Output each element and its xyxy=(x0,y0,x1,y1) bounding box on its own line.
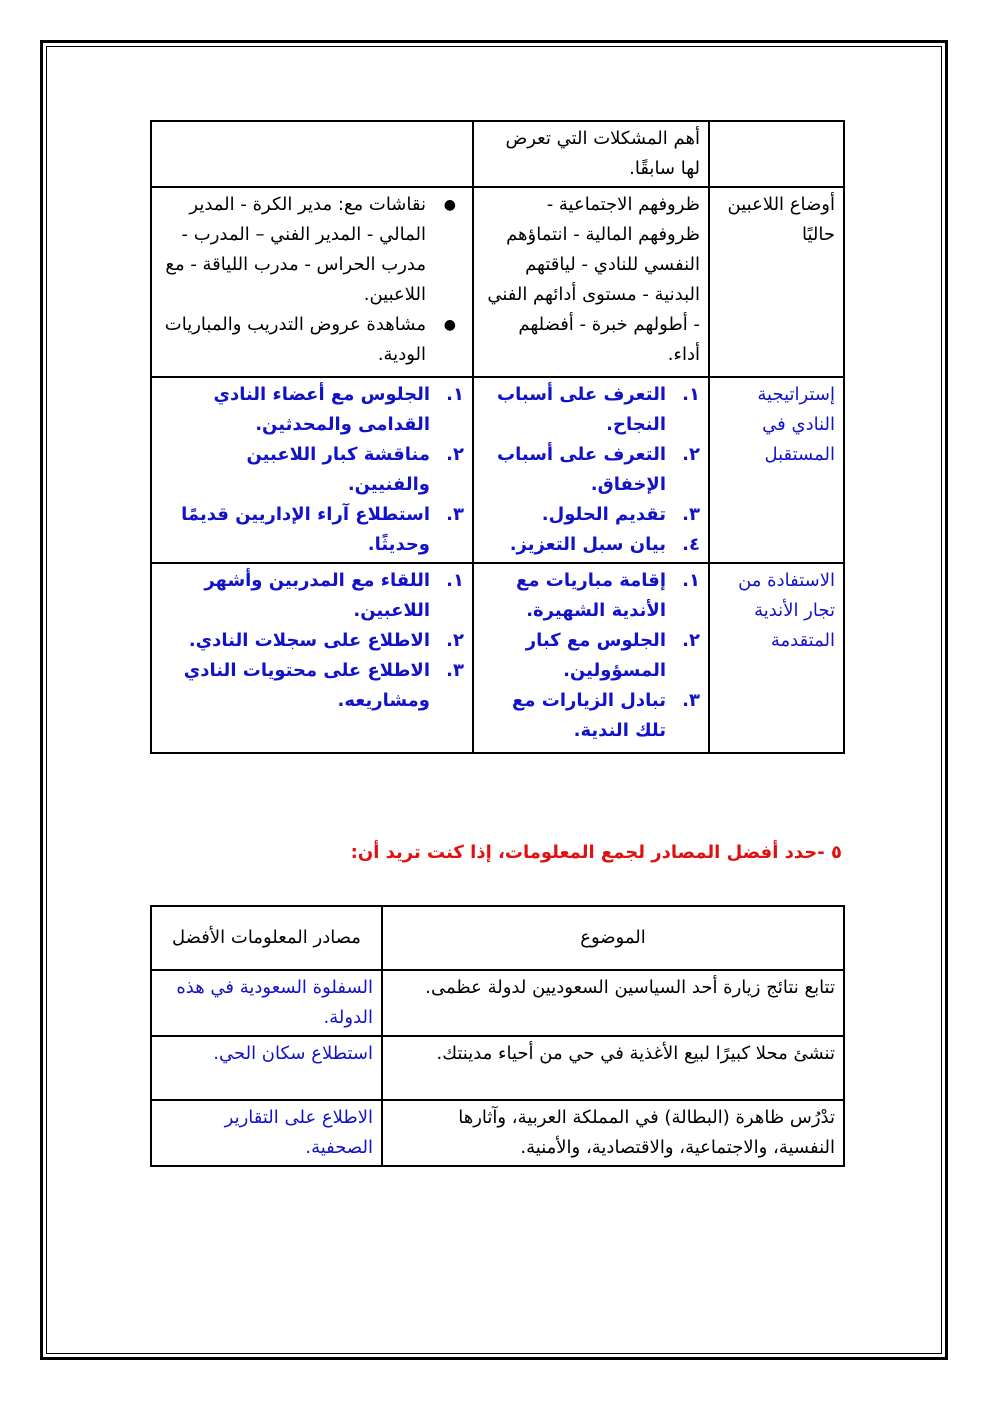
row-label: الاستفادة من تجار الأندية المتقدمة xyxy=(709,563,844,753)
topic-cell: تنشئ محلا كبيرًا لبيع الأغذية في حي من أحياء مدينتك. xyxy=(382,1036,844,1100)
sources-table xyxy=(150,905,845,1167)
list-item: ٢. مناقشة كبار اللاعبين والفنيين. xyxy=(246,444,464,495)
list-item: ● نقاشات مع: مدير الكرة - المدير المالي - المدير الفني – المدرب - مدرب الحراس - مدرب اللياقة - مع اللاعبين. xyxy=(160,190,464,310)
header-cell-sources xyxy=(151,121,473,187)
row-sources xyxy=(151,563,473,753)
table-row xyxy=(151,1100,844,1166)
bullet-icon: ● xyxy=(443,317,456,333)
list-item: ٢. التعرف على أسباب الإخفاق. xyxy=(497,444,700,495)
question-5-heading: ٥ -حدد أفضل المصادر لجمع المعلومات، إذا كنت تريد أن: xyxy=(350,842,842,863)
bullet-icon: ● xyxy=(443,197,456,213)
row-problems xyxy=(473,377,709,563)
row-problems: ظروفهم الاجتماعية - ظروفهم المالية - انتماؤهم النفسي للنادي - لياقتهم البدنية - مستوى أدائهم الفني - أطولهم خبرة - أفضلهم أداء. xyxy=(473,187,709,377)
table-row xyxy=(151,563,844,753)
table-header-row xyxy=(151,906,844,970)
source-cell: استطلاع سكان الحي. xyxy=(151,1036,382,1100)
table-row xyxy=(151,970,844,1036)
list-item: ١. الجلوس مع أعضاء النادي القدامى والمحدثين. xyxy=(213,384,464,435)
source-cell: السفلوة السعودية في هذه الدولة. xyxy=(151,970,382,1036)
header-topic: الموضوع xyxy=(382,906,844,970)
topic-cell: تتابع نتائج زيارة أحد السياسين السعوديين لدولة عظمى. xyxy=(382,970,844,1036)
list-item: ١. التعرف على أسباب النجاح. xyxy=(497,384,700,435)
table-row xyxy=(151,377,844,563)
topic-cell: تدْرُس ظاهرة (البطالة) في المملكة العربية، وآثارها النفسية، والاجتماعية، والاقتصادية، والأمنية. xyxy=(382,1100,844,1166)
header-source: مصادر المعلومات الأفضل xyxy=(151,906,382,970)
strategy-table xyxy=(150,120,845,754)
row-label: أوضاع اللاعبين حاليًا xyxy=(709,187,844,377)
row-sources xyxy=(151,377,473,563)
row-sources xyxy=(151,187,473,377)
list-item: ١. إقامة مباريات مع الأندية الشهيرة. xyxy=(516,570,700,621)
list-item: ● مشاهدة عروض التدريب والمباريات الودية. xyxy=(160,310,464,370)
list-item: ١. اللقاء مع المدربين وأشهر اللاعبين. xyxy=(204,570,464,621)
table-row xyxy=(151,1036,844,1100)
list-item: ٣. استطلاع آراء الإداريين قديمًا وحديثًا. xyxy=(181,504,464,555)
list-item: ٣. تبادل الزيارات مع تلك الندية. xyxy=(512,690,700,741)
source-cell: الاطلاع على التقارير الصحفية. xyxy=(151,1100,382,1166)
list-item: ٤. بيان سبل التعزيز. xyxy=(509,534,700,555)
list-item: ٣. تقديم الحلول. xyxy=(541,504,700,525)
list-item: ٢. الجلوس مع كبار المسؤولين. xyxy=(525,630,700,681)
header-cell-problems: أهم المشكلات التي تعرض لها سابقًا. xyxy=(473,121,709,187)
row-problems xyxy=(473,563,709,753)
table-row xyxy=(151,187,844,377)
list-item: ٢. الاطلاع على سجلات النادي. xyxy=(188,630,464,651)
row-label: إستراتيجية النادي في المستقبل xyxy=(709,377,844,563)
table-header-row xyxy=(151,121,844,187)
header-cell-label xyxy=(709,121,844,187)
list-item: ٣. الاطلاع على محتويات النادي ومشاريعه. xyxy=(183,660,464,711)
